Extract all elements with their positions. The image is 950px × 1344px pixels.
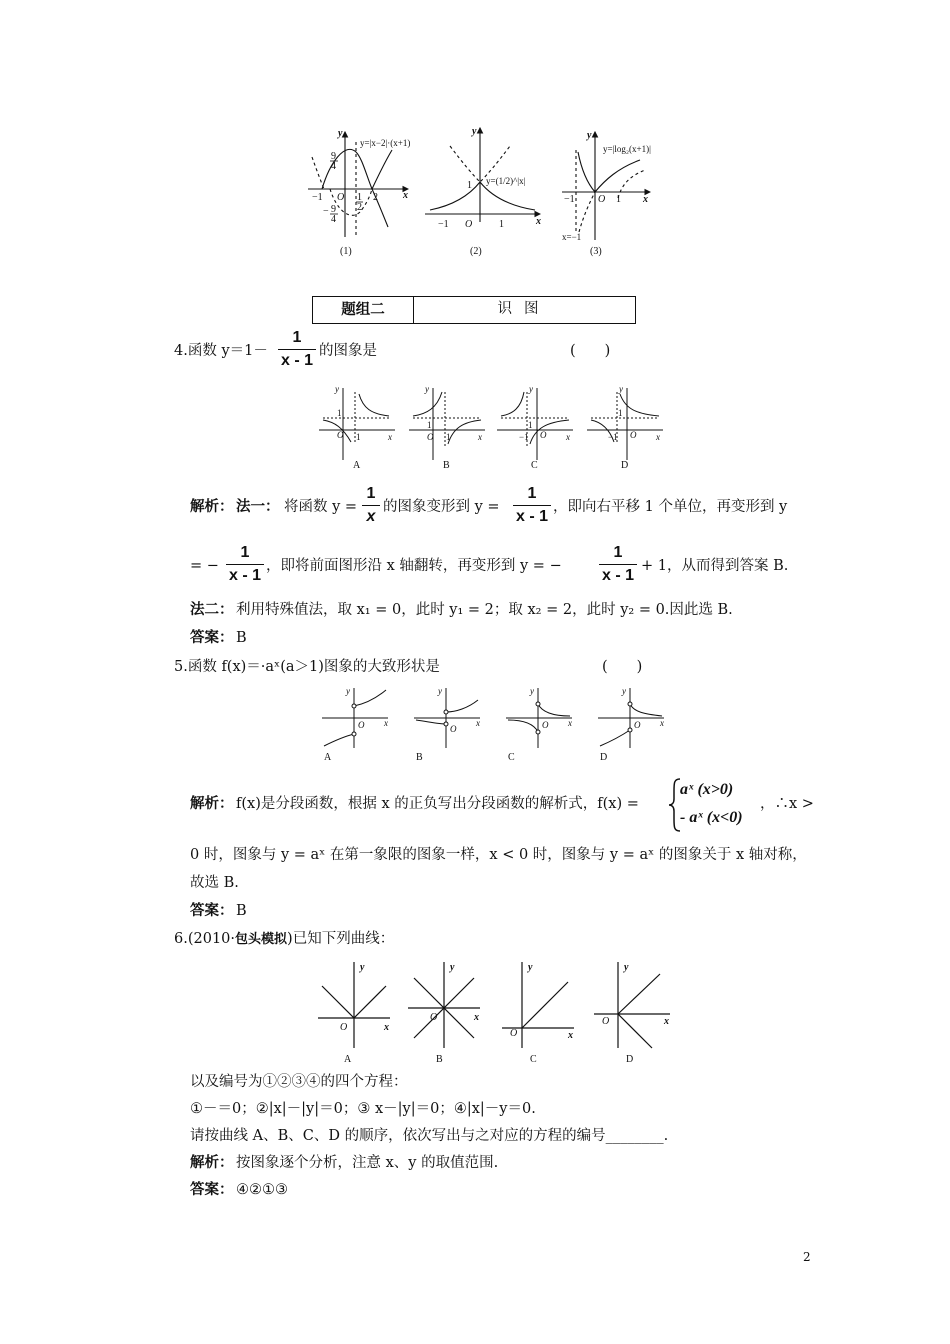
q6-graph-d [594, 962, 670, 1048]
svg-text:4: 4 [331, 214, 336, 225]
svg-text:y: y [622, 686, 626, 696]
svg-text:−1: −1 [438, 219, 449, 230]
q6-graph-a [318, 962, 390, 1048]
svg-text:O: O [598, 194, 606, 205]
svg-text:−1: −1 [608, 432, 618, 442]
q4-line1-part-a: 将函数 y = [284, 499, 358, 515]
q4-graph-c [497, 388, 573, 460]
svg-text:−1: −1 [564, 194, 575, 205]
q6-analysis-label: 解析： [190, 1154, 234, 1171]
svg-text:1: 1 [356, 432, 361, 442]
q4-line2-fraction-2 [599, 543, 637, 586]
q5-answer: B [236, 903, 247, 919]
svg-text:y: y [335, 384, 339, 394]
q5-option-graphs [318, 686, 668, 764]
q4-line1-frac1-den: x [366, 508, 376, 525]
q4-line1-part-c: ，即向右平移 1 个单位，再变形到 y [553, 499, 788, 515]
q4-stem-fraction [278, 328, 316, 371]
q4-option-d-label: D [621, 460, 629, 471]
svg-text:−1: −1 [519, 432, 529, 442]
group-table-topic: 识图 [497, 301, 551, 317]
svg-text:1: 1 [357, 192, 362, 203]
svg-text:x: x [643, 194, 648, 205]
q4-frac-den: x - 1 [280, 352, 313, 369]
svg-text:O: O [430, 1012, 438, 1023]
svg-text:O: O [340, 1022, 348, 1033]
svg-text:2: 2 [373, 192, 378, 203]
q4-line2-part-c: + 1，从而得到答案 B. [641, 558, 789, 574]
q6-graph-b [408, 962, 480, 1048]
q4-line1-frac2-den: x - 1 [515, 508, 548, 525]
q5-graph-a [322, 688, 388, 748]
figure-1-equation: y=|x−2|·(x+1) [360, 138, 411, 148]
q4-graph-d [587, 388, 663, 460]
q6-option-a-label: A [344, 1054, 352, 1065]
svg-text:y: y [528, 962, 533, 973]
q5-option-c-label: C [508, 752, 515, 763]
q6-line2: ①－＝0；②|x|－|y|＝0；③ x－|y|＝0；④|x|－y＝0. [190, 1101, 536, 1117]
figure-2-label: (2) [470, 246, 482, 257]
svg-text:y: y [360, 962, 365, 973]
q4-line2-fraction-1 [226, 543, 264, 586]
q5-piece-2: - aˣ (x<0) [680, 809, 743, 826]
svg-text:x: x [476, 718, 480, 728]
svg-text:y: y [346, 686, 350, 696]
q5-stem: 5.函数 f(x)＝·aˣ(a＞1)图象的大致形状是 [174, 659, 440, 675]
svg-text:x: x [664, 1016, 669, 1027]
q4-frac-num: 1 [292, 329, 302, 346]
svg-text:1: 1 [446, 432, 451, 442]
figure-2-equation: y=(1/2)^|x| [486, 176, 526, 186]
q6-answer-label: 答案： [190, 1181, 234, 1198]
q5-option-d-label: D [600, 752, 608, 763]
q4-line2-frac2-den: x - 1 [601, 567, 634, 584]
svg-text:O: O [540, 430, 547, 440]
svg-text:x: x [660, 718, 664, 728]
svg-text:1: 1 [499, 219, 504, 230]
svg-text:O: O [465, 219, 473, 230]
q5-answer-label: 答案： [190, 902, 234, 919]
svg-text:y: y [472, 126, 477, 137]
svg-text:9: 9 [331, 204, 336, 215]
svg-text:y: y [619, 384, 623, 394]
q5-graph-d [598, 688, 664, 748]
svg-text:O: O [510, 1028, 518, 1039]
q6-stem-part-a: 6.(2010· [174, 931, 236, 947]
svg-text:x: x [384, 1022, 389, 1033]
q4-analysis-label: 解析： [190, 498, 234, 515]
q6-analysis-text: 按图象逐个分析，注意 x、y 的取值范围. [236, 1155, 499, 1171]
svg-text:y: y [530, 686, 534, 696]
q5-option-b-label: B [416, 752, 423, 763]
q4-option-b-label: B [443, 460, 450, 471]
q4-line1-part-b: 的图象变形到 y = [383, 499, 500, 515]
q6-stem [174, 930, 394, 949]
svg-text:x: x [568, 718, 572, 728]
svg-text:x: x [474, 1012, 479, 1023]
svg-text:y: y [438, 686, 442, 696]
svg-text:1: 1 [618, 408, 623, 418]
svg-text:x: x [478, 432, 482, 442]
figure-3-equation: y=|log₂(x+1)| [603, 144, 651, 154]
q4-line2-frac2-num: 1 [613, 544, 623, 561]
svg-text:y: y [529, 384, 533, 394]
svg-text:9: 9 [331, 151, 336, 162]
svg-text:y: y [425, 384, 429, 394]
group-table [312, 296, 636, 324]
svg-text:2: 2 [357, 202, 362, 213]
q5-analysis-line2: 0 时，图象与 y = aˣ 在第一象限的图象一样，x < 0 时，图象与 y = aˣ 的图象关于 x 轴对称， [190, 847, 807, 863]
q5-analysis-part-a: f(x)是分段函数，根据 x 的正负写出分段函数的解析式，f(x) = [236, 796, 639, 812]
figure-3-label: (3) [590, 246, 602, 257]
q4-option-graphs [315, 380, 670, 475]
q4-method1-label: 法一： [236, 498, 280, 515]
q5-answer-paren: ( ) [602, 659, 643, 675]
q4-line2-part-b: ，即将前面图形沿 x 轴翻转，再变形到 y = − [266, 558, 562, 574]
q5-analysis-line3: 故选 B. [190, 875, 239, 891]
q4-line2-frac1-den: x - 1 [228, 567, 261, 584]
figure-3-asymptote: x=−1 [562, 232, 582, 242]
svg-text:O: O [630, 430, 637, 440]
q4-graph-a [319, 388, 395, 460]
q4-answer-label: 答案： [190, 629, 234, 646]
svg-text:O: O [450, 724, 457, 734]
group-table-title: 题组二 [313, 297, 414, 323]
q6-stem-source: 包头模拟 [235, 932, 288, 947]
q6-line3: 请按曲线 A、B、C、D 的顺序，依次写出与之对应的方程的编号________. [190, 1128, 669, 1144]
q4-option-a-label: A [353, 460, 361, 471]
q6-option-graphs [314, 958, 684, 1066]
svg-text:x: x [656, 432, 660, 442]
svg-text:x: x [388, 432, 392, 442]
svg-text:x: x [566, 432, 570, 442]
q4-answer: B [236, 630, 247, 646]
q4-method2-text: 利用特殊值法，取 x₁ = 0，此时 y₁ = 2；取 x₂ = 2，此时 y₂ = 0.因此选 B. [236, 602, 733, 618]
figure-1-labels [312, 128, 410, 257]
q5-piece-1: aˣ (x>0) [680, 781, 734, 798]
svg-text:x: x [384, 718, 388, 728]
q4-stem-prefix: 4.函数 y＝1－ [174, 343, 268, 359]
q6-option-b-label: B [436, 1054, 443, 1065]
q6-option-c-label: C [530, 1054, 537, 1065]
svg-text:−: − [323, 206, 329, 217]
svg-text:1: 1 [528, 420, 533, 430]
q6-answer: ④②①③ [236, 1182, 288, 1198]
q4-line1-fraction-1 [362, 484, 380, 527]
q5-graph-b [414, 688, 480, 748]
q4-line2-frac1-num: 1 [240, 544, 250, 561]
q5-analysis-label: 解析： [190, 795, 234, 812]
svg-text:O: O [358, 720, 365, 730]
svg-text:4: 4 [331, 161, 336, 172]
svg-text:1: 1 [467, 180, 472, 191]
svg-text:−1: −1 [312, 192, 323, 203]
q4-line2-part-a: = − [190, 558, 219, 574]
q5-graph-c [506, 688, 572, 748]
svg-text:O: O [337, 192, 345, 203]
svg-text:O: O [427, 432, 434, 442]
svg-text:O: O [602, 1016, 610, 1027]
figure-2-graph [425, 128, 540, 222]
svg-text:y: y [624, 962, 629, 973]
svg-text:y: y [450, 962, 455, 973]
svg-text:1: 1 [427, 420, 432, 430]
q4-answer-paren: ( ) [570, 343, 611, 359]
svg-text:O: O [337, 430, 344, 440]
q5-analysis-part-b: ，∴x > [760, 796, 814, 812]
top-figures [300, 122, 690, 262]
svg-text:x: x [536, 216, 541, 227]
q5-option-a-label: A [324, 752, 332, 763]
svg-text:O: O [634, 720, 641, 730]
svg-text:x: x [403, 190, 408, 201]
q4-line1-frac2-num: 1 [527, 485, 537, 502]
q4-option-c-label: C [531, 460, 538, 471]
q4-line1-frac1-num: 1 [366, 485, 376, 502]
svg-text:x: x [568, 1030, 573, 1041]
q4-stem-suffix: 的图象是 [319, 343, 377, 359]
svg-text:O: O [542, 720, 549, 730]
q4-method2-label: 法二： [190, 601, 234, 618]
q6-line1: 以及编号为①②③④的四个方程： [190, 1074, 408, 1090]
svg-text:y: y [587, 130, 592, 141]
q6-option-d-label: D [626, 1054, 634, 1065]
svg-text:y: y [338, 128, 343, 139]
svg-text:1: 1 [337, 408, 342, 418]
figure-3-labels [562, 130, 651, 257]
q4-graph-b [409, 388, 485, 460]
figure-1-label: (1) [340, 246, 352, 257]
q4-line1-fraction-2 [513, 484, 551, 527]
page-number: 2 [803, 1250, 811, 1264]
q6-stem-part-b: )已知下列曲线： [287, 931, 395, 947]
svg-text:1: 1 [616, 194, 621, 205]
